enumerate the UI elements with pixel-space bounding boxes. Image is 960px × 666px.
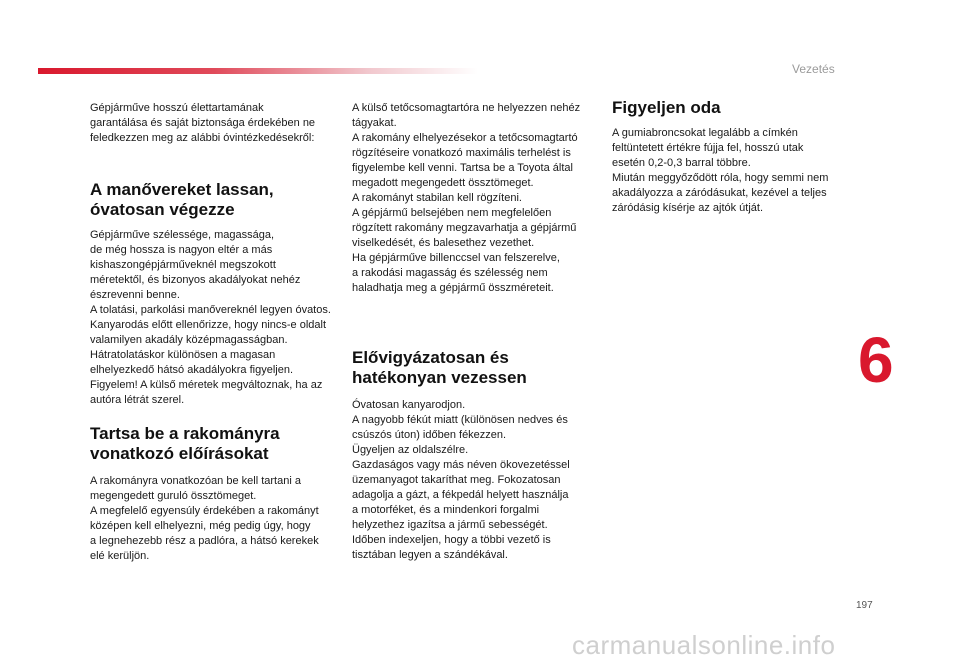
header-accent-bar — [38, 68, 478, 74]
column-2 — [352, 101, 602, 563]
section-title-attention: Figyeljen oda — [612, 98, 721, 117]
chapter-title: Vezetés — [792, 62, 835, 76]
watermark-text: carmanualsonline.info — [572, 630, 836, 660]
chapter-number: 6 — [858, 324, 894, 396]
page-number: 197 — [856, 600, 873, 611]
section-body-cargo: A rakományra vonatkozóan be kell tartani a megengedett guruló össztömeget. A megfelelő egyensúly érdekében a rakományt középen kell elhelyezni, még pedig úgy, hogy a legnehezebb rész a padlóra, a hátsó kerekek elé kerüljön. — [90, 475, 319, 562]
section-title-cargo: Tartsa be a rakományra vonatkozó előírásokat — [90, 424, 280, 463]
section-title-driving: Elővigyázatosan és hatékonyan vezessen — [352, 348, 527, 387]
column-3 — [612, 98, 862, 216]
column-1 — [90, 101, 340, 564]
section-title-maneuvers: A manővereket lassan, óvatosan végezze — [90, 180, 274, 219]
section-body-maneuvers: Gépjárműve szélessége, magassága, de még hossza is nagyon eltér a más kishaszongépjárműveknél megszokott méretektől, és bizonyos akadályokat nehéz észrevenni benne. A tolatási, parkolási manővereknél legyen óvatos. Kanyarodás előtt ellenőrizze, hogy nincs-e oldalt valamilyen akadály középmagasságban. Hátratolatáskor különösen a magasan elhelyezkedő hátsó akadályokra figyeljen. Figyelem! A külső méretek megváltoznak, ha az autóra létrát szerel. — [90, 229, 331, 406]
section-body-attention: A gumiabroncsokat legalább a címkén feltüntetett értékre fújja fel, hosszú utak esetén 0,2-0,3 barral többre. Miután meggyőződött róla, hogy semmi nem akadályozza a záródásukat, kezével a teljes záródásig kísérje az ajtók útját. — [612, 127, 829, 214]
cargo-continued-text: A külső tetőcsomagtartóra ne helyezzen nehéz tágyakat. A rakomány elhelyezésekor a tetőcsomagtartó rögzítéseire vonatkozó maximális terhelést is figyelembe kell venni. Tartsa be a Toyota által megadott megengedett össztömeget. A rakományt stabilan kell rögzíteni. A gépjármű belsejében nem megfelelően rögzített rakomány megzavarhatja a gépjármű viselkedését, és balesethez vezethet. Ha gépjárműve billenccsel van felszerelve, a rakodási magasság és szélesség nem haladhatja meg a gépjármű összméreteit. — [352, 102, 581, 294]
section-body-driving: Óvatosan kanyarodjon. A nagyobb fékút miatt (különösen nedves és csúszós úton) időben fékezzen. Ügyeljen az oldalszélre. Gazdaságos vagy más néven ökovezetéssel üzemanyagot takaríthat meg. Fokozatosan adagolja a gázt, a fékpedál helyett használja a motorféket, és a mindenkori forgalmi helyzethez igazítsa a jármű sebességét. Időben indexeljen, hogy a többi vezető is tisztában legyen a szándékával. — [352, 399, 570, 561]
intro-text: Gépjárműve hosszú élettartamának garantálása és saját biztonsága érdekében ne feledkezzen meg az alábbi óvintézkedésekről: — [90, 102, 316, 144]
